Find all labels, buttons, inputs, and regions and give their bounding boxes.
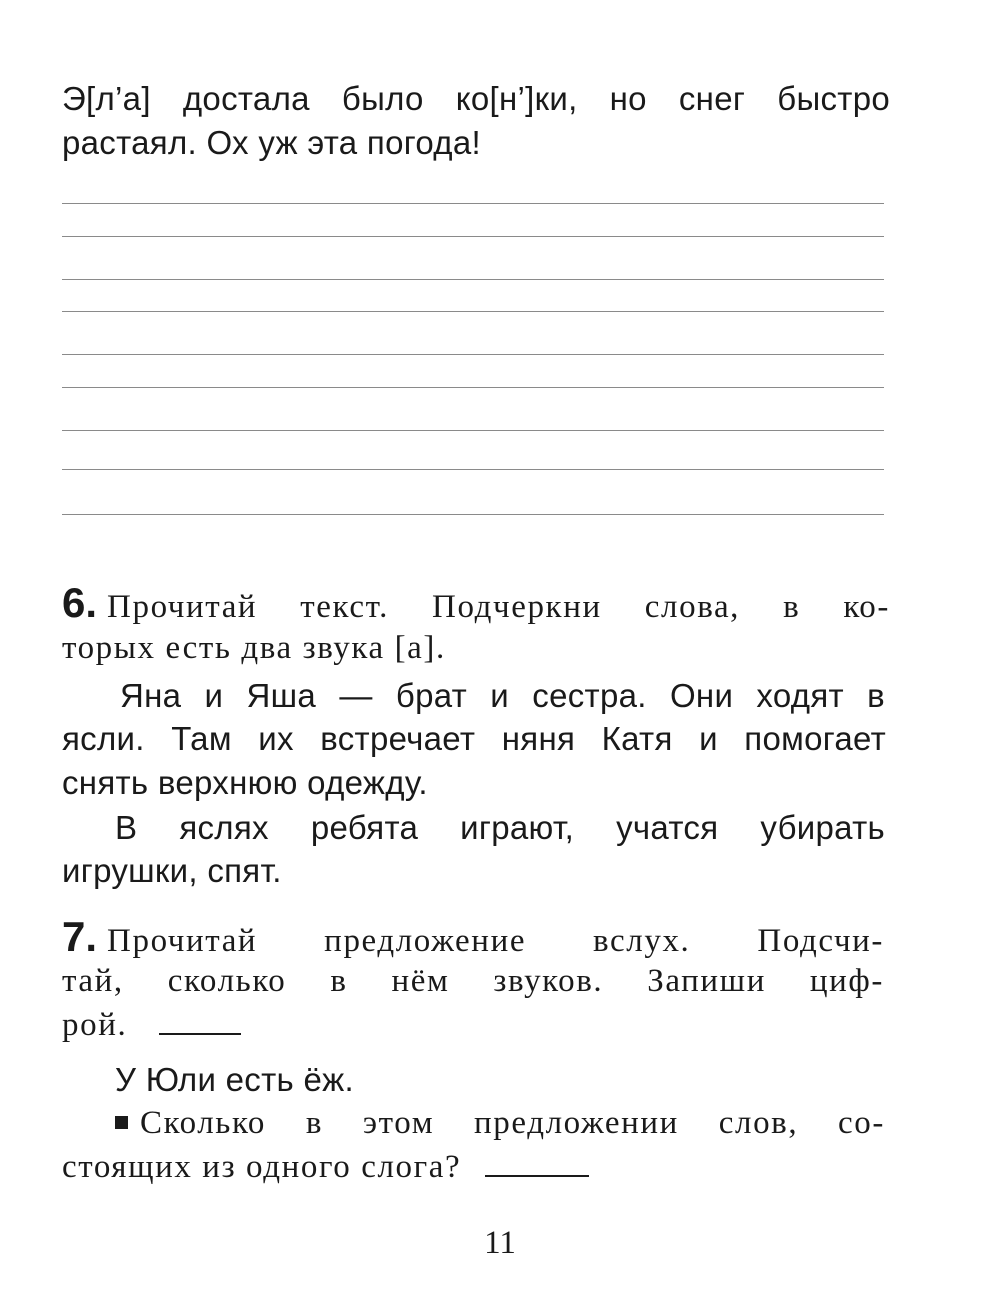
task6-text-line: снять верхнюю одежду. bbox=[62, 764, 428, 801]
task7-instruction-text-3: рой. bbox=[62, 1007, 128, 1043]
sound-count-answer-field[interactable] bbox=[159, 1003, 241, 1035]
writing-line[interactable] bbox=[62, 279, 884, 280]
task7-instruction-2: тай, сколько в нём звуков. Запиши циф- bbox=[62, 963, 884, 999]
writing-line[interactable] bbox=[62, 514, 884, 515]
writing-line[interactable] bbox=[62, 354, 884, 355]
task6-instruction-text-1: Прочитай текст. Подчеркни слова, в ко- bbox=[107, 589, 890, 625]
writing-line[interactable] bbox=[62, 311, 884, 312]
task6-text-line: Яна и Яша — брат и сестра. Они ходят в bbox=[120, 677, 885, 714]
task7-instruction-text-1: Прочитай предложение вслух. Подсчи- bbox=[107, 923, 884, 959]
page-number: 11 bbox=[484, 1225, 516, 1261]
task7-question-text-1: Сколько в этом предложении слов, со- bbox=[140, 1105, 885, 1141]
square-bullet-icon bbox=[115, 1116, 128, 1129]
writing-line[interactable] bbox=[62, 236, 884, 237]
task6-number: 6. bbox=[62, 579, 98, 626]
task7-sentence: У Юли есть ёж. bbox=[115, 1061, 354, 1098]
task7-number: 7. bbox=[62, 913, 98, 960]
writing-line[interactable] bbox=[62, 430, 884, 431]
task6-text-line: игрушки, спят. bbox=[62, 852, 282, 889]
task7-instruction-1 bbox=[62, 915, 884, 963]
writing-line[interactable] bbox=[62, 387, 884, 388]
intro-line-1: Э[л’а] достала было ко[н’]ки, но снег быстро bbox=[62, 80, 890, 117]
task6-text-line: В яслях ребята играют, учатся убирать bbox=[115, 809, 885, 846]
intro-line-2: растаял. Ох уж эта погода! bbox=[62, 124, 481, 161]
task7-instruction-3 bbox=[62, 1003, 890, 1047]
writing-line[interactable] bbox=[62, 203, 884, 204]
task7-question-text-2: стоящих из одного слога? bbox=[62, 1149, 462, 1185]
task7-question-1 bbox=[115, 1101, 885, 1145]
task7-question-2 bbox=[62, 1145, 890, 1189]
task6-instruction-2: торых есть два звука [а]. bbox=[62, 630, 446, 666]
writing-line[interactable] bbox=[62, 469, 884, 470]
task6-text-line: ясли. Там их встречает няня Катя и помогает bbox=[62, 720, 886, 757]
task6-instruction-1 bbox=[62, 581, 890, 629]
one-syllable-count-answer-field[interactable] bbox=[485, 1145, 589, 1177]
